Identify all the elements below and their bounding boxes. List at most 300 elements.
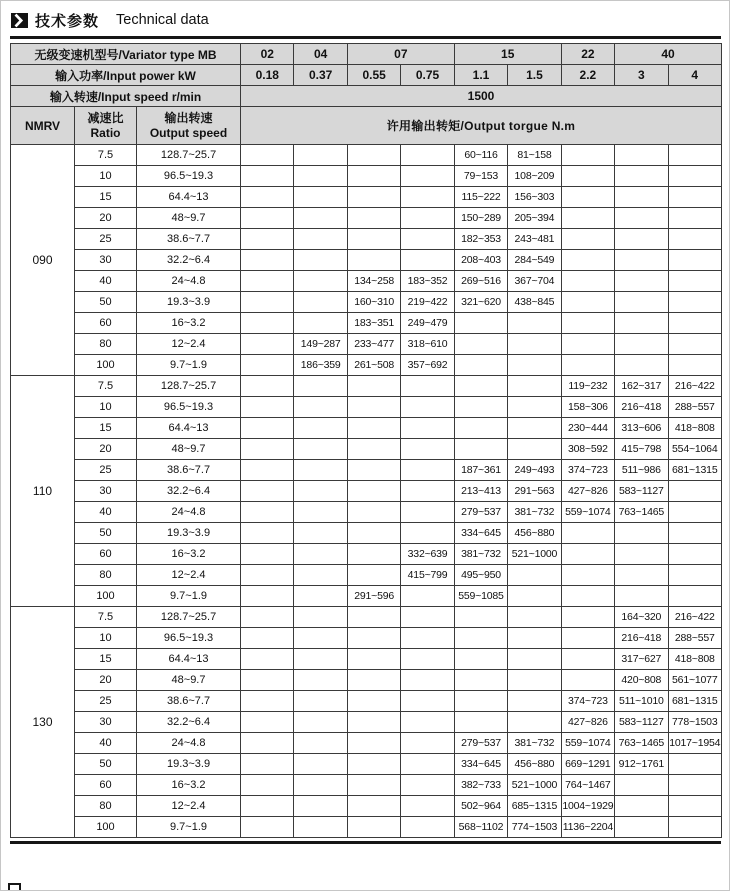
torque-cell: 288~557 — [668, 628, 721, 649]
torque-cell — [347, 397, 400, 418]
torque-cell — [347, 649, 400, 670]
torque-cell — [241, 229, 294, 250]
data-row — [11, 313, 722, 334]
torque-cell — [508, 397, 561, 418]
torque-cell — [508, 418, 561, 439]
torque-cell — [561, 628, 614, 649]
torque-cell — [347, 523, 400, 544]
torque-cell — [668, 481, 721, 502]
torque-cell — [294, 523, 347, 544]
torque-cell — [347, 418, 400, 439]
torque-cell — [615, 250, 668, 271]
torque-cell — [347, 754, 400, 775]
torque-cell: 912~1761 — [615, 754, 668, 775]
torque-cell — [401, 691, 454, 712]
torque-cell — [668, 544, 721, 565]
torque-cell — [561, 166, 614, 187]
torque-cell — [454, 649, 507, 670]
torque-cell: 321~620 — [454, 292, 507, 313]
torque-cell: 205~394 — [508, 208, 561, 229]
data-row — [11, 292, 722, 313]
output-speed-cell: 12~2.4 — [137, 334, 241, 355]
torque-cell — [294, 313, 347, 334]
page-title — [11, 10, 729, 30]
torque-cell — [668, 334, 721, 355]
data-row — [11, 586, 722, 607]
torque-cell — [241, 355, 294, 376]
page-title-en: Technical data — [116, 12, 209, 28]
input-power-value: 3 — [615, 65, 668, 86]
torque-cell: 367~704 — [508, 271, 561, 292]
torque-cell: 521~1000 — [508, 775, 561, 796]
torque-cell: 554~1064 — [668, 439, 721, 460]
ratio-cell: 50 — [75, 754, 137, 775]
torque-cell — [454, 439, 507, 460]
torque-cell — [668, 166, 721, 187]
torque-cell — [615, 355, 668, 376]
input-power-value: 1.5 — [508, 65, 561, 86]
torque-cell — [561, 523, 614, 544]
torque-cell: 230~444 — [561, 418, 614, 439]
torque-cell — [508, 691, 561, 712]
torque-cell: 313~606 — [615, 418, 668, 439]
torque-cell — [668, 586, 721, 607]
torque-cell — [347, 166, 400, 187]
torque-cell: 332~639 — [401, 544, 454, 565]
torque-cell: 156~303 — [508, 187, 561, 208]
torque-cell — [668, 145, 721, 166]
output-speed-cell: 32.2~6.4 — [137, 250, 241, 271]
torque-cell: 456~880 — [508, 523, 561, 544]
torque-cell — [508, 355, 561, 376]
torque-cell — [668, 313, 721, 334]
torque-cell: 495~950 — [454, 565, 507, 586]
variator-type-label: 无级变速机型号/Variator type MB — [11, 44, 241, 65]
torque-cell — [615, 586, 668, 607]
ratio-cell: 15 — [75, 418, 137, 439]
torque-cell: 288~557 — [668, 397, 721, 418]
output-speed-cell: 24~4.8 — [137, 733, 241, 754]
torque-cell — [241, 733, 294, 754]
data-row — [11, 250, 722, 271]
torque-cell: 559~1085 — [454, 586, 507, 607]
torque-cell — [401, 439, 454, 460]
output-speed-cell: 64.4~13 — [137, 187, 241, 208]
input-power-label: 输入功率/Input power kW — [11, 65, 241, 86]
data-row — [11, 754, 722, 775]
torque-cell — [294, 796, 347, 817]
data-row — [11, 481, 722, 502]
torque-cell: 183~352 — [401, 271, 454, 292]
ratio-cell: 15 — [75, 649, 137, 670]
torque-cell: 208~403 — [454, 250, 507, 271]
torque-cell — [454, 628, 507, 649]
torque-cell — [615, 313, 668, 334]
section-marker-icon — [11, 13, 28, 28]
bottom-double-rule — [10, 841, 721, 844]
torque-cell — [241, 523, 294, 544]
next-section-marker-icon-partial — [8, 883, 21, 891]
variator-type-value: 04 — [294, 44, 347, 65]
data-row — [11, 544, 722, 565]
column-header-torque: 许用输出转矩/Output torgue N.m — [241, 107, 722, 145]
torque-cell — [668, 502, 721, 523]
torque-cell — [561, 271, 614, 292]
torque-cell — [561, 544, 614, 565]
data-row — [11, 229, 722, 250]
data-row — [11, 355, 722, 376]
torque-cell: 318~610 — [401, 334, 454, 355]
ratio-cell: 40 — [75, 502, 137, 523]
ratio-cell: 25 — [75, 460, 137, 481]
torque-cell — [615, 145, 668, 166]
torque-cell — [454, 313, 507, 334]
ratio-cell: 30 — [75, 481, 137, 502]
torque-cell — [241, 397, 294, 418]
torque-cell — [401, 250, 454, 271]
torque-cell — [241, 187, 294, 208]
data-row — [11, 208, 722, 229]
torque-cell: 521~1000 — [508, 544, 561, 565]
torque-cell — [615, 817, 668, 838]
data-row — [11, 733, 722, 754]
data-row — [11, 271, 722, 292]
torque-cell: 279~537 — [454, 733, 507, 754]
torque-cell — [294, 628, 347, 649]
output-speed-cell: 128.7~25.7 — [137, 376, 241, 397]
torque-cell — [615, 208, 668, 229]
torque-cell — [668, 817, 721, 838]
torque-cell — [615, 271, 668, 292]
torque-cell: 418~808 — [668, 649, 721, 670]
data-row — [11, 376, 722, 397]
torque-cell — [401, 145, 454, 166]
column-header-ratio — [75, 107, 137, 145]
ratio-cell: 15 — [75, 187, 137, 208]
torque-cell: 269~516 — [454, 271, 507, 292]
torque-cell: 427~826 — [561, 481, 614, 502]
torque-cell: 308~592 — [561, 439, 614, 460]
torque-cell — [401, 649, 454, 670]
torque-cell — [561, 313, 614, 334]
torque-cell — [241, 565, 294, 586]
column-header-output-speed — [137, 107, 241, 145]
data-row — [11, 691, 722, 712]
torque-cell: 415~799 — [401, 565, 454, 586]
output-speed-cell: 128.7~25.7 — [137, 607, 241, 628]
torque-cell — [294, 229, 347, 250]
torque-cell — [347, 187, 400, 208]
ratio-cell: 50 — [75, 292, 137, 313]
output-speed-cell: 48~9.7 — [137, 208, 241, 229]
torque-cell: 1136~2204 — [561, 817, 614, 838]
torque-cell: 213~413 — [454, 481, 507, 502]
output-speed-cell: 19.3~3.9 — [137, 523, 241, 544]
torque-cell — [347, 481, 400, 502]
torque-cell — [241, 460, 294, 481]
torque-cell — [241, 313, 294, 334]
torque-cell — [294, 376, 347, 397]
torque-cell — [294, 565, 347, 586]
column-header-nmrv: NMRV — [11, 107, 75, 145]
data-row — [11, 670, 722, 691]
torque-cell: 382~733 — [454, 775, 507, 796]
output-speed-cell: 12~2.4 — [137, 565, 241, 586]
torque-cell — [294, 607, 347, 628]
torque-cell: 415~798 — [615, 439, 668, 460]
torque-cell — [454, 397, 507, 418]
output-speed-cell: 19.3~3.9 — [137, 292, 241, 313]
ratio-cell: 10 — [75, 166, 137, 187]
variator-type-value: 02 — [241, 44, 294, 65]
torque-cell — [294, 502, 347, 523]
data-row — [11, 460, 722, 481]
column-header-row — [11, 107, 722, 145]
torque-cell — [241, 817, 294, 838]
torque-cell — [401, 523, 454, 544]
torque-cell — [401, 502, 454, 523]
torque-cell — [401, 208, 454, 229]
output-speed-cell: 32.2~6.4 — [137, 712, 241, 733]
output-speed-cell: 24~4.8 — [137, 271, 241, 292]
ratio-cell: 60 — [75, 544, 137, 565]
data-row — [11, 607, 722, 628]
torque-cell: 374~723 — [561, 460, 614, 481]
ratio-cell: 7.5 — [75, 145, 137, 166]
ratio-cell: 20 — [75, 208, 137, 229]
torque-cell: 317~627 — [615, 649, 668, 670]
torque-cell — [294, 439, 347, 460]
ratio-cell: 30 — [75, 712, 137, 733]
torque-cell — [454, 670, 507, 691]
ratio-cell: 10 — [75, 397, 137, 418]
ratio-cell: 7.5 — [75, 607, 137, 628]
variator-type-value: 07 — [347, 44, 454, 65]
torque-cell: 233~477 — [347, 334, 400, 355]
torque-cell — [454, 418, 507, 439]
torque-cell — [454, 355, 507, 376]
input-power-row — [11, 65, 722, 86]
output-speed-cell: 64.4~13 — [137, 649, 241, 670]
torque-cell — [668, 292, 721, 313]
torque-cell — [294, 271, 347, 292]
torque-cell: 183~351 — [347, 313, 400, 334]
ratio-label-en: Ratio — [90, 125, 121, 140]
data-row — [11, 397, 722, 418]
torque-cell: 559~1074 — [561, 502, 614, 523]
torque-cell — [561, 292, 614, 313]
torque-cell — [241, 607, 294, 628]
torque-cell — [615, 229, 668, 250]
input-speed-label: 输入转速/Input speed r/min — [11, 86, 241, 107]
torque-cell: 182~353 — [454, 229, 507, 250]
data-row — [11, 334, 722, 355]
torque-cell — [401, 775, 454, 796]
torque-cell: 681~1315 — [668, 691, 721, 712]
torque-cell — [294, 481, 347, 502]
torque-cell — [241, 166, 294, 187]
torque-cell — [615, 775, 668, 796]
torque-cell — [668, 796, 721, 817]
torque-cell — [454, 376, 507, 397]
torque-cell: 261~508 — [347, 355, 400, 376]
torque-cell — [347, 460, 400, 481]
torque-cell — [561, 229, 614, 250]
torque-cell — [241, 628, 294, 649]
torque-cell — [347, 796, 400, 817]
ratio-cell: 100 — [75, 817, 137, 838]
torque-cell — [294, 418, 347, 439]
torque-cell — [294, 691, 347, 712]
torque-cell: 249~479 — [401, 313, 454, 334]
torque-cell: 79~153 — [454, 166, 507, 187]
data-row — [11, 565, 722, 586]
torque-cell — [508, 334, 561, 355]
torque-cell — [241, 544, 294, 565]
torque-cell — [294, 208, 347, 229]
ratio-cell: 30 — [75, 250, 137, 271]
input-speed-value: 1500 — [241, 86, 722, 107]
torque-cell — [615, 166, 668, 187]
torque-cell: 764~1467 — [561, 775, 614, 796]
torque-cell — [294, 775, 347, 796]
data-row — [11, 712, 722, 733]
input-power-value: 1.1 — [454, 65, 507, 86]
torque-cell: 669~1291 — [561, 754, 614, 775]
ratio-cell: 20 — [75, 439, 137, 460]
torque-cell — [668, 250, 721, 271]
torque-cell — [241, 439, 294, 460]
torque-cell: 216~418 — [615, 397, 668, 418]
torque-cell — [401, 607, 454, 628]
torque-cell — [401, 712, 454, 733]
ratio-cell: 40 — [75, 271, 137, 292]
torque-cell: 381~732 — [508, 502, 561, 523]
table-body — [11, 145, 722, 838]
torque-cell — [294, 292, 347, 313]
torque-cell: 583~1127 — [615, 481, 668, 502]
torque-cell — [241, 418, 294, 439]
torque-cell — [347, 628, 400, 649]
torque-cell — [401, 187, 454, 208]
torque-cell: 216~422 — [668, 607, 721, 628]
torque-cell: 681~1315 — [668, 460, 721, 481]
torque-cell — [241, 481, 294, 502]
output-speed-cell: 24~4.8 — [137, 502, 241, 523]
torque-cell — [241, 649, 294, 670]
torque-cell — [294, 649, 347, 670]
torque-cell — [241, 271, 294, 292]
ratio-cell: 40 — [75, 733, 137, 754]
torque-cell — [668, 775, 721, 796]
data-row — [11, 796, 722, 817]
torque-cell — [508, 628, 561, 649]
variator-type-value: 40 — [615, 44, 722, 65]
ratio-cell: 80 — [75, 796, 137, 817]
input-power-value: 0.75 — [401, 65, 454, 86]
torque-cell: 334~645 — [454, 754, 507, 775]
torque-cell — [294, 754, 347, 775]
torque-cell — [454, 712, 507, 733]
torque-cell: 568~1102 — [454, 817, 507, 838]
torque-cell: 284~549 — [508, 250, 561, 271]
torque-cell — [401, 796, 454, 817]
output-speed-cell: 12~2.4 — [137, 796, 241, 817]
torque-cell: 511~1010 — [615, 691, 668, 712]
technical-data-table — [10, 43, 722, 838]
torque-cell — [668, 187, 721, 208]
torque-cell: 456~880 — [508, 754, 561, 775]
torque-cell — [347, 733, 400, 754]
torque-cell: 249~493 — [508, 460, 561, 481]
torque-cell — [241, 145, 294, 166]
torque-cell — [347, 208, 400, 229]
torque-cell — [347, 376, 400, 397]
torque-cell — [668, 229, 721, 250]
torque-cell — [294, 166, 347, 187]
torque-cell — [294, 544, 347, 565]
output-speed-cell: 128.7~25.7 — [137, 145, 241, 166]
torque-cell — [508, 439, 561, 460]
torque-cell: 559~1074 — [561, 733, 614, 754]
variator-type-value: 22 — [561, 44, 614, 65]
torque-cell — [668, 523, 721, 544]
torque-cell — [668, 208, 721, 229]
torque-cell — [668, 565, 721, 586]
torque-cell — [401, 481, 454, 502]
torque-cell: 381~732 — [454, 544, 507, 565]
output-speed-cell: 38.6~7.7 — [137, 460, 241, 481]
torque-cell — [347, 607, 400, 628]
torque-cell: 160~310 — [347, 292, 400, 313]
torque-cell — [241, 586, 294, 607]
data-row — [11, 775, 722, 796]
torque-cell: 219~422 — [401, 292, 454, 313]
data-row — [11, 187, 722, 208]
torque-cell — [347, 712, 400, 733]
torque-cell: 291~563 — [508, 481, 561, 502]
torque-cell: 186~359 — [294, 355, 347, 376]
torque-cell — [347, 145, 400, 166]
ratio-cell: 80 — [75, 565, 137, 586]
table-header — [11, 44, 722, 145]
torque-cell — [294, 733, 347, 754]
torque-cell: 420~808 — [615, 670, 668, 691]
torque-cell — [401, 586, 454, 607]
torque-cell — [508, 712, 561, 733]
torque-cell — [668, 271, 721, 292]
ratio-cell: 100 — [75, 355, 137, 376]
torque-cell — [561, 565, 614, 586]
output-speed-cell: 9.7~1.9 — [137, 355, 241, 376]
torque-cell — [241, 670, 294, 691]
torque-cell — [294, 145, 347, 166]
data-row — [11, 649, 722, 670]
ratio-cell: 7.5 — [75, 376, 137, 397]
torque-cell — [347, 250, 400, 271]
torque-cell — [454, 334, 507, 355]
torque-cell: 583~1127 — [615, 712, 668, 733]
torque-cell — [294, 670, 347, 691]
torque-cell — [615, 796, 668, 817]
torque-cell — [454, 607, 507, 628]
torque-cell — [241, 712, 294, 733]
output-speed-cell: 48~9.7 — [137, 670, 241, 691]
torque-cell: 374~723 — [561, 691, 614, 712]
output-speed-cell: 38.6~7.7 — [137, 229, 241, 250]
torque-cell — [294, 712, 347, 733]
input-power-value: 4 — [668, 65, 721, 86]
